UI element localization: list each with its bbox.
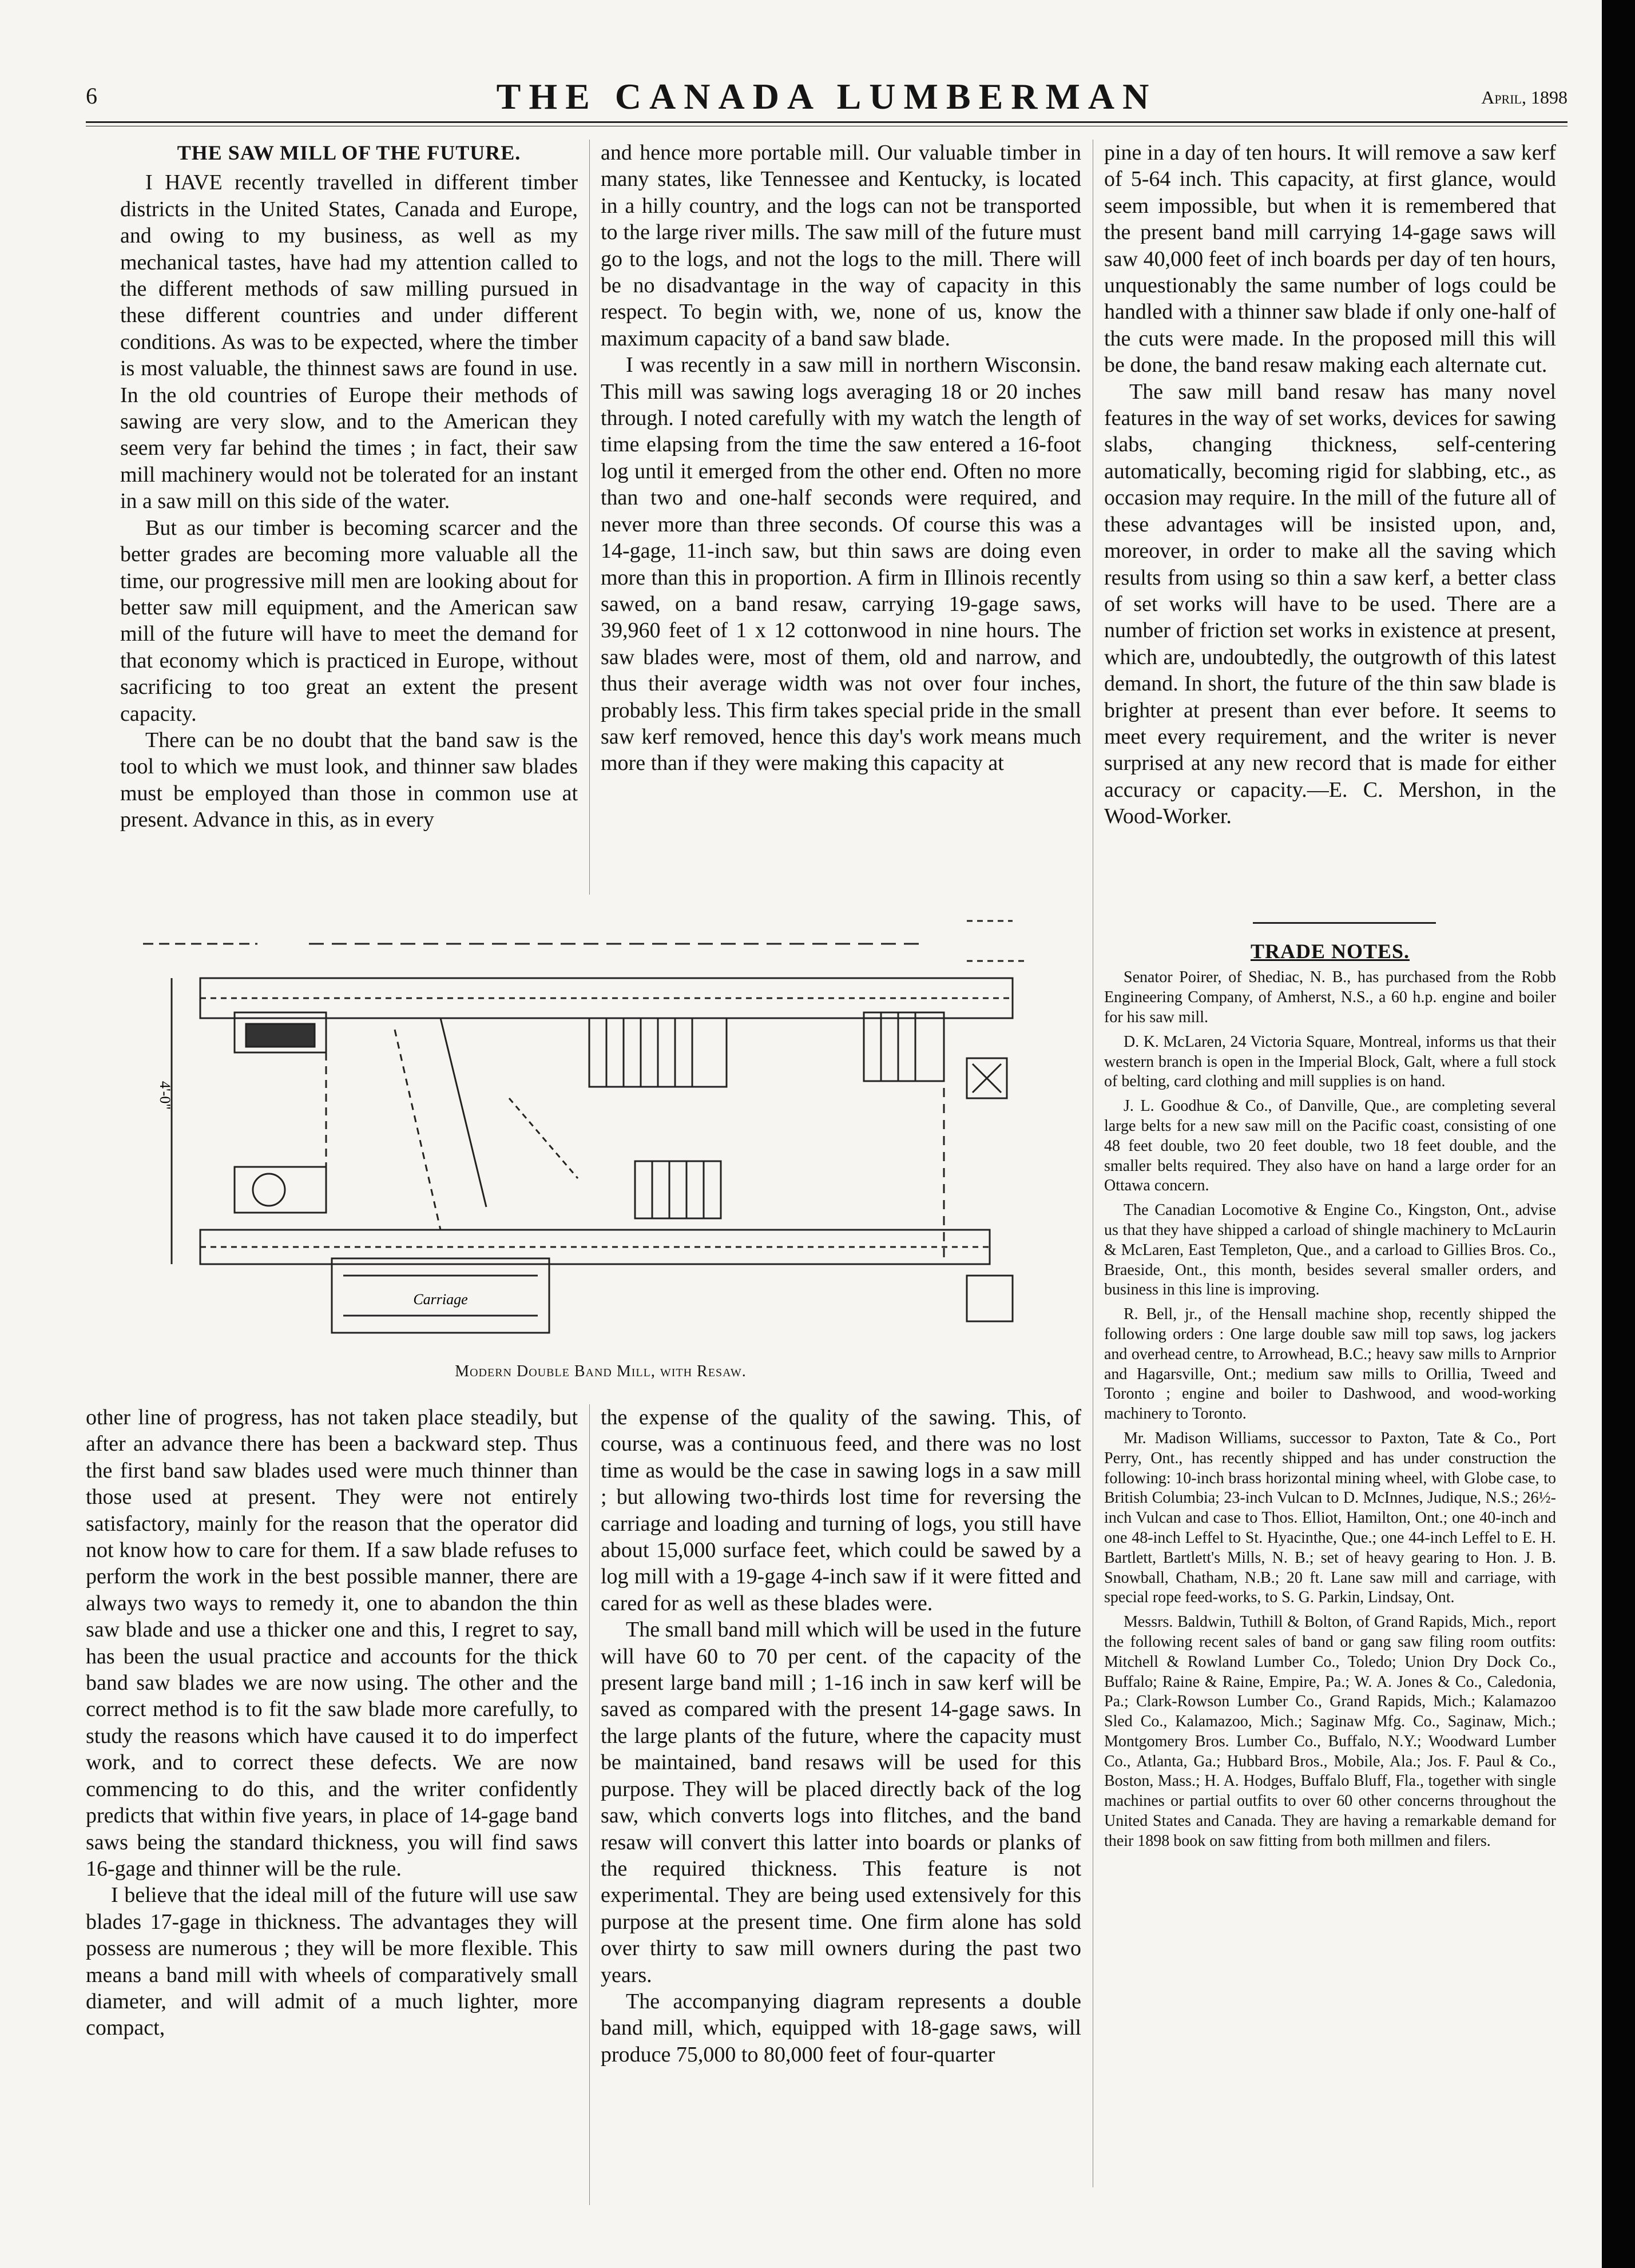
column-separator (589, 1404, 590, 2205)
mill-diagram-drawing (120, 909, 1081, 1356)
article-title: THE SAW MILL OF THE FUTURE. (177, 141, 521, 164)
dimension-label: 4'-0" (157, 1081, 173, 1110)
article-paragraph: The small band mill which will be used in the future will have 60 to 70 per cent. of the capacity of the present large band mill ; 1-16 inch in saw kerf will be saved as compared with the present 14-gage saws. In the large plants of the future, where the capacity must be maintained, band resaws will be used for this purpose. They will be placed directly back of the log saw, which converts logs into flitches, and the band resaw will convert this latter into boards or planks of the required thickness. This feature is not experimental. They are being used extensively for this purpose at the present time. One firm alone has sold over thirty to saw mill owners during the past two years. (601, 1618, 1081, 1987)
column-separator (589, 140, 590, 895)
page-number: 6 (86, 83, 97, 109)
mill-diagram (120, 909, 1081, 1356)
article-paragraph: pine in a day of ten hours. It will remove a saw kerf of 5-64 inch. This capacity, at first glance, would seem impossible, but when it is remembered that the present band mill carrying 14-gage saws will saw 40,000 feet of inch boards per day of ten hours, unquestionably the same number of logs could be handled with a thinner saw blade if only one-half of the cuts were made. In the proposed mill this will be done, the band resaw making each alternate cut. (1104, 141, 1556, 378)
article-column-1 (120, 140, 578, 833)
article-column-2-lower (601, 1404, 1081, 2068)
article-paragraph: But as our timber is becoming scarcer and the better grades are becoming more valuable all the time, our progressive mill men are looking about for better saw mill equipment, and the American saw mill of the future will have to meet the demand for that economy which is practiced in Europe, without sacrificing to too great an extent the present capacity. (120, 515, 578, 726)
article-paragraph: the expense of the quality of the sawing. This, of course, was a continuous feed, and there was no lost time as would be the case in sawing logs in a saw mill ; but allowing two-thirds lost time for reversing the carriage and loading and turning of logs, you still have about 15,000 surface feet, which could be sawed by a log mill with a 19-gage 4-inch saw if it were fitted and cared for as well as these blades were. (601, 1405, 1081, 1615)
figure-caption: Modern Double Band Mill, with Resaw. (455, 1363, 747, 1380)
article-paragraph: I believe that the ideal mill of the future will use saw blades 17-gage in thickness. The advantages they will possess are numerous ; they will be more flexible. This means a band mill with wheels of comparatively small diameter, and will admit of a much lighter, more compact, (86, 1883, 578, 2040)
trade-note: The Canadian Locomotive & Engine Co., Kingston, Ont., advise us that they have shipped a carload of shingle machinery to McLaurin & McLaren, East Templeton, Que., and a carload to Gillies Bros. Co., Braeside, Ont., this month, besides several smaller orders, and business in this line is improving. (1104, 1201, 1556, 1299)
trade-notes-list (1104, 968, 1556, 1851)
article-column-3 (1104, 140, 1556, 830)
trade-note: J. L. Goodhue & Co., of Danville, Que., are completing several large belts for a new saw mill on the Pacific coast, consisting of one 48 feet double, two 20 feet double, two 18 feet double, and the smaller belts required. They also have on hand a large order for an Ottawa concern. (1104, 1097, 1556, 1195)
page-edge-bar (1602, 0, 1635, 2268)
masthead-rule (86, 121, 1567, 123)
article-paragraph: The accompanying diagram represents a double band mill, which, equipped with 18-gage saws, will produce 75,000 to 80,000 feet of four-quarter (601, 1989, 1081, 2067)
article-paragraph: I HAVE recently travelled in different timber districts in the United States, Canada and Europe, and owing to my business, as well as my mechanical tastes, have had my attention called to the different methods of saw milling pursued in these different countries and under different conditions. As was to be expected, where the timber is most valuable, the thinnest saws are found in use. In the old countries of Europe their methods of sawing are very slow, and to the American they seem very far behind the times ; in fact, their saw mill machinery would not be tolerated for an instant in a saw mill on this side of the water. (120, 170, 578, 514)
article-paragraph: There can be no doubt that the band saw is the tool to which we must look, and thinner saw blades must be employed than those in common use at present. Advance in this, as in every (120, 728, 578, 832)
trade-notes-column (1104, 938, 1556, 1856)
carriage-label: Carriage (413, 1291, 468, 1308)
article-column-1-lower (86, 1404, 578, 2041)
trade-note: D. K. McLaren, 24 Victoria Square, Montreal, informs us that their western branch is open in the Imperial Block, Galt, where a full stock of belting, card clothing and mill supplies is on hand. (1104, 1032, 1556, 1091)
issue-date: April, 1898 (1481, 87, 1567, 108)
trade-note: Messrs. Baldwin, Tuthill & Bolton, of Grand Rapids, Mich., report the following recent sales of band or gang saw filing room outfits: Mitchell & Rowland Lumber Co., Toledo; Union Dry Dock Co., Buffalo; Raine & Raine, Empire, Pa.; W. A. Jones & Co., Caledonia, Pa.; Clark-Rowson Lumber Co., Grand Rapids, Mich.; Kalamazoo Sled Co., Kalamazoo, Mich.; Saginaw Mfg. Co., Saginaw, Mich.; Montgomery Bros. Lumber Co., Buffalo, N.Y.; Woodward Lumber Co., Atlanta, Ga.; Hubbard Bros., Mobile, Ala.; Jos. F. Paul & Co., Boston, Mass.; H. A. Hodges, Buffalo Bluff, Fla., together with single machines or partial outfits to over 60 other concerns throughout the United States and Canada. They are having a remarkable demand for their 1898 book on saw fitting from both millmen and filers. (1104, 1613, 1556, 1850)
trade-notes-title: TRADE NOTES. (1250, 940, 1410, 963)
article-paragraph: I was recently in a saw mill in northern Wisconsin. This mill was sawing logs averaging 18 or 20 inches through. I noted carefully with my watch the length of time elapsing from the time the saw entered a 16-foot log until it emerged from the other end. Often no more than two and one-half seconds were required, and never more than three seconds. Of course this was a 14-gage, 11-inch saw, but thin saws are doing even more than this in proportion. A firm in Illinois recently sawed, on a band resaw, carrying 19-gage saws, 39,960 feet of 1 x 12 cottonwood in nine hours. The saw blades were, most of them, old and narrow, and thus their average width was not over four inches, probably less. This firm takes special pride in the small saw kerf removed, hence this day's work means much more than if they were making this capacity at (601, 353, 1081, 776)
masthead (86, 74, 1567, 120)
article-column-2 (601, 140, 1081, 777)
article-paragraph: and hence more portable mill. Our valuable timber in many states, like Tennessee and Kentucky, is located in a hilly country, and the logs can not be transported to the large river mills. The saw mill of the future must go to the logs, and not the logs to the mill. There will be no disadvantage in the way of capacity in this respect. To begin with, we, none of us, know the maximum capacity of a band saw blade. (601, 141, 1081, 351)
article-paragraph: other line of progress, has not taken place steadily, but after an advance there has been a backward step. Thus the first band saw blades used were much thinner than those used at present. They were not entirely satisfactory, mainly for the reason that the operator did not know how to care for them. If a saw blade refuses to perform the work in the best possible manner, there are always two ways to remedy it, one to abandon the thin saw blade and use a thicker one and this, I regret to say, has been the usual practice and accounts for the thick band saw blades we are now using. The other and the correct method is to fit the saw blade more carefully, to study the reasons which have caused it to do imperfect work, and to correct these defects. We are now commencing to do this, and the writer confidently predicts that within five years, in place of 14-gage band saws being the standard thickness, you will find saws 16-gage and thinner will be the rule. (86, 1405, 578, 1881)
trade-note: Senator Poirer, of Shediac, N. B., has purchased from the Robb Engineering Company, of Amherst, N.S., a 60 h.p. engine and boiler for his saw mill. (1104, 968, 1556, 1026)
trade-note: R. Bell, jr., of the Hensall machine shop, recently shipped the following orders : One large double saw mill top saws, log jackers and overhead centre, to Arrowhead, B.C.; heavy saw mills to Arnprior and Hagarsville, Ont.; medium saw mills to Orillia, Tweed and Toronto ; engine and boiler to Dashwood, and wood-working machinery to Toronto. (1104, 1305, 1556, 1423)
trade-note: Mr. Madison Williams, successor to Paxton, Tate & Co., Port Perry, Ont., has recently shipped and has under construction the following: 10-inch brass horizontal mining wheel, with Globe case, to British Columbia; 23-inch Vulcan to D. McInnes, Judique, N.S.; 26½-inch Vulcan and case to Thos. Elliot, Hamilton, Ont.; one 40-inch and one 48-inch Leffel to St. Hyacinthe, Que.; one 44-inch Leffel to E. H. Bartlett, Bartlett's Mills, N. B.; set of heavy gearing to Hon. J. B. Snowball, Chatham, N.B.; 20 ft. Lane saw mill and carriage, with special rope feed-works, to S. G. Parkin, Lindsay, Ont. (1104, 1429, 1556, 1607)
publication-title: THE CANADA LUMBERMAN (496, 76, 1157, 117)
article-paragraph: The saw mill band resaw has many novel features in the way of set works, devices for sawing slabs, changing thickness, self-centering automatically, becoming rigid for slabbing, etc., as occasion may require. In the mill of the future all of these advantages will be insisted upon, and, moreover, in order to make all the saving which results from using so thin a saw kerf, a better class of set works will have to be used. There are a number of friction set works in existence at present, which are, undoubtedly, the outgrowth of this latest demand. In short, the future of the thin saw blade is brighter at present than ever before. It seems to meet every requirement, and the writer is never surprised at any new record that is made for either accuracy or capacity.—E. C. Mershon, in the Wood-Worker. (1104, 379, 1556, 829)
trade-notes-rule (1253, 922, 1436, 924)
